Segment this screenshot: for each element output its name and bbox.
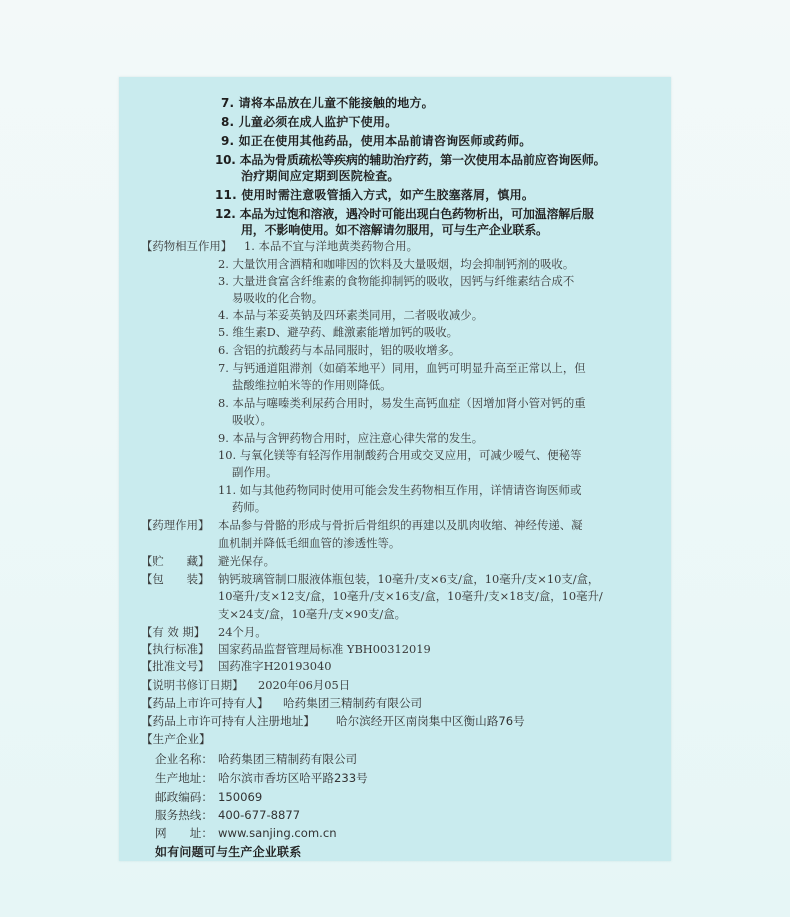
interaction-item: 6. 含铝的抗酸药与本品同服时，铝的吸收增多。 <box>218 343 461 357</box>
storage-label: 【贮 藏】 <box>141 554 210 568</box>
interaction-item: 9. 本品与含钾药物合用时，应注意心律失常的发生。 <box>218 431 484 445</box>
mah-label: 【药品上市许可持有人】 <box>141 696 269 710</box>
pharmacology-text: 血机制并降低毛细血管的渗透性等。 <box>218 536 401 550</box>
manufacturer-address-key: 生产地址： <box>155 771 213 785</box>
mah-address-value: 哈尔滨经开区南岗集中区衡山路76号 <box>336 714 525 728</box>
manufacturer-address-value: 哈尔滨市香坊区哈平路233号 <box>218 771 368 785</box>
interaction-item: 7. 与钙通道阻滞剂（如硝苯地平）同用，血钙可明显升高至正常以上，但 <box>218 361 586 375</box>
postcode-value: 150069 <box>218 790 263 804</box>
interaction-item: 4. 本品与苯妥英钠及四环素类同用，二者吸收减少。 <box>218 308 484 322</box>
precaution-8: 8. 儿童必须在成人监护下使用。 <box>221 115 398 129</box>
interaction-item: 吸收）。 <box>232 413 272 427</box>
pharmacology-label: 【药理作用】 <box>141 518 210 532</box>
interaction-item: 1. 本品不宜与洋地黄类药物合用。 <box>244 239 418 253</box>
hotline-key: 服务热线： <box>155 808 213 822</box>
package-label: 【包 装】 <box>141 572 210 586</box>
standard-label: 【执行标准】 <box>141 642 210 656</box>
website-key: 网 址： <box>155 826 213 840</box>
manufacturer-name-value: 哈药集团三精制药有限公司 <box>218 752 358 766</box>
footer-note: 如有问题可与生产企业联系 <box>155 845 302 859</box>
revision-value: 2020年06月05日 <box>258 678 351 692</box>
revision-label: 【说明书修订日期】 <box>141 678 244 692</box>
manufacturer-name-key: 企业名称： <box>155 752 213 766</box>
interaction-item: 10. 与氧化镁等有轻泻作用制酸药合用或交叉应用，可减少嗳气、便秘等 <box>218 448 582 462</box>
standard-value: 国家药品监督管理局标准 YBH00312019 <box>218 642 431 656</box>
hotline-value: 400-677-8877 <box>218 808 301 822</box>
website-value: www.sanjing.com.cn <box>218 826 337 840</box>
package-text: 支×24支/盒，10毫升/支×90支/盒。 <box>218 607 406 621</box>
package-text: 10毫升/支×12支/盒，10毫升/支×16支/盒，10毫升/支×18支/盒，10毫升/ <box>218 589 603 603</box>
precaution-7: 7. 请将本品放在儿童不能接触的地方。 <box>221 96 434 110</box>
interaction-item: 易吸收的化合物。 <box>232 291 324 305</box>
interaction-item: 盐酸维拉帕米等的作用则降低。 <box>232 378 392 392</box>
precaution-12-line2: 用，不影响使用。如不溶解请勿服用，可与生产企业联系。 <box>241 223 548 237</box>
pharmacology-text: 本品参与骨骼的形成与骨折后骨组织的再建以及肌肉收缩、神经传递、凝 <box>218 518 583 532</box>
interaction-item: 5. 维生素D、避孕药、雌激素能增加钙的吸收。 <box>218 325 459 339</box>
interaction-item: 2. 大量饮用含酒精和咖啡因的饮料及大量吸烟，均会抑制钙剂的吸收。 <box>218 257 575 271</box>
precaution-10-line2: 治疗期间应定期到医院检查。 <box>241 169 400 183</box>
approval-label: 【批准文号】 <box>141 659 210 673</box>
package-text: 钠钙玻璃管制口服液体瓶包装，10毫升/支×6支/盒，10毫升/支×10支/盒， <box>218 572 600 586</box>
validity-label: 【有 效 期】 <box>141 625 206 639</box>
approval-value: 国药准字H20193040 <box>218 659 332 673</box>
manufacturer-label: 【生产企业】 <box>141 732 211 746</box>
precaution-12-line1: 12. 本品为过饱和溶液，遇冷时可能出现白色药物析出，可加温溶解后服 <box>215 207 594 221</box>
interaction-item: 药师。 <box>232 500 267 514</box>
precaution-11: 11. 使用时需注意吸管插入方式，如产生胶塞落屑，慎用。 <box>215 188 535 202</box>
precaution-9: 9. 如正在使用其他药品，使用本品前请咨询医师或药师。 <box>221 134 532 148</box>
mah-value: 哈药集团三精制药有限公司 <box>283 696 423 710</box>
validity-value: 24个月。 <box>218 625 267 639</box>
interaction-item: 8. 本品与噻嗪类利尿药合用时，易发生高钙血症（因增加肾小管对钙的重 <box>218 396 586 410</box>
mah-address-label: 【药品上市许可持有人注册地址】 <box>141 714 315 728</box>
postcode-key: 邮政编码： <box>155 790 213 804</box>
interactions-label: 【药物相互作用】 <box>141 239 233 253</box>
interaction-item: 3. 大量进食富含纤维素的食物能抑制钙的吸收，因钙与纤维素结合成不 <box>218 274 575 288</box>
interaction-item: 副作用。 <box>232 465 278 479</box>
storage-value: 避光保存。 <box>218 554 275 568</box>
precaution-10-line1: 10. 本品为骨质疏松等疾病的辅助治疗药，第一次使用本品前应咨询医师。 <box>215 153 606 167</box>
interaction-item: 11. 如与其他药物同时使用可能会发生药物相互作用，详情请咨询医师或 <box>218 483 582 497</box>
